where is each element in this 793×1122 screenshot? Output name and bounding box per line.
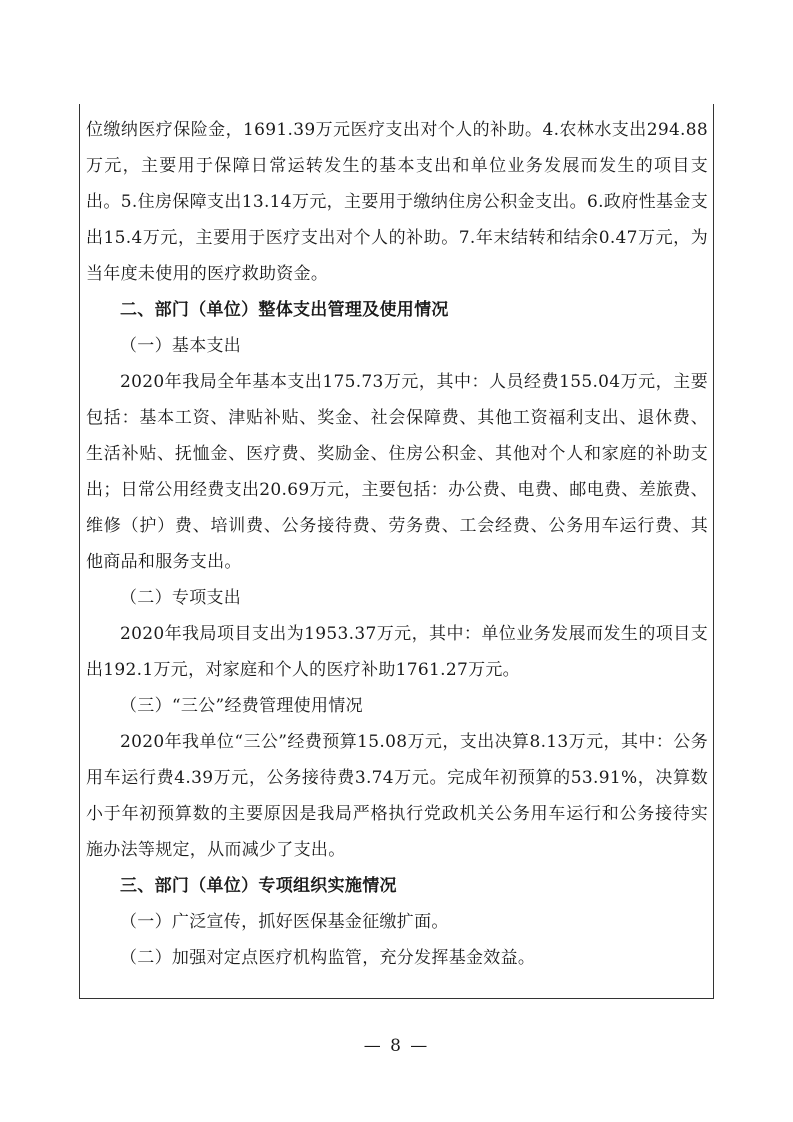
- section2-sub3-body: 2020年我单位“三公”经费预算15.08万元，支出决算8.13万元，其中：公务用车运行费4.39万元，公务接待费3.74万元。完成年初预算的53.91%，决算数小于年初预算数的主要原因是我局严格执行党政机关公务用车运行和公务接待实施办法等规定，从而减少了支出。: [86, 732, 708, 860]
- page-number: — 8 —: [363, 1036, 430, 1056]
- document-body: [86, 112, 708, 976]
- continuation-paragraph: 位缴纳医疗保险金，1691.39万元医疗支出对个人的补助。4.农林水支出294.88万元，主要用于保障日常运转发生的基本支出和单位业务发展而发生的项目支出。5.住房保障支出13.14万元，主要用于缴纳住房公积金支出。6.政府性基金支出15.4万元，主要用于医疗支出对个人的补助。7.年末结转和结余0.47万元，为当年度未使用的医疗救助资金。: [86, 120, 708, 284]
- section3-heading: 三、部门（单位）专项组织实施情况: [120, 876, 397, 896]
- section2-sub2-body: 2020年我局项目支出为1953.37万元，其中：单位业务发展而发生的项目支出192.1万元，对家庭和个人的医疗补助1761.27万元。: [86, 624, 708, 680]
- section2-sub3-heading: （三）“三公”经费管理使用情况: [120, 696, 363, 716]
- section2-sub2-heading: （二）专项支出: [120, 588, 242, 608]
- section3-item2: （二）加强对定点医疗机构监管，充分发挥基金效益。: [120, 948, 536, 968]
- section2-sub1-body: 2020年我局全年基本支出175.73万元，其中：人员经费155.04万元，主要包括：基本工资、津贴补贴、奖金、社会保障费、其他工资福利支出、退休费、生活补贴、抚恤金、医疗费、奖励金、住房公积金、其他对个人和家庭的补助支出；日常公用经费支出20.69万元，主要包括：办公费、电费、邮电费、差旅费、维修（护）费、培训费、公务接待费、劳务费、工会经费、公务用车运行费、其他商品和服务支出。: [86, 372, 708, 572]
- section2-heading: 二、部门（单位）整体支出管理及使用情况: [120, 300, 449, 320]
- section3-item1: （一）广泛宣传，抓好医保基金征缴扩面。: [120, 912, 449, 932]
- section2-sub1-heading: （一）基本支出: [120, 336, 242, 356]
